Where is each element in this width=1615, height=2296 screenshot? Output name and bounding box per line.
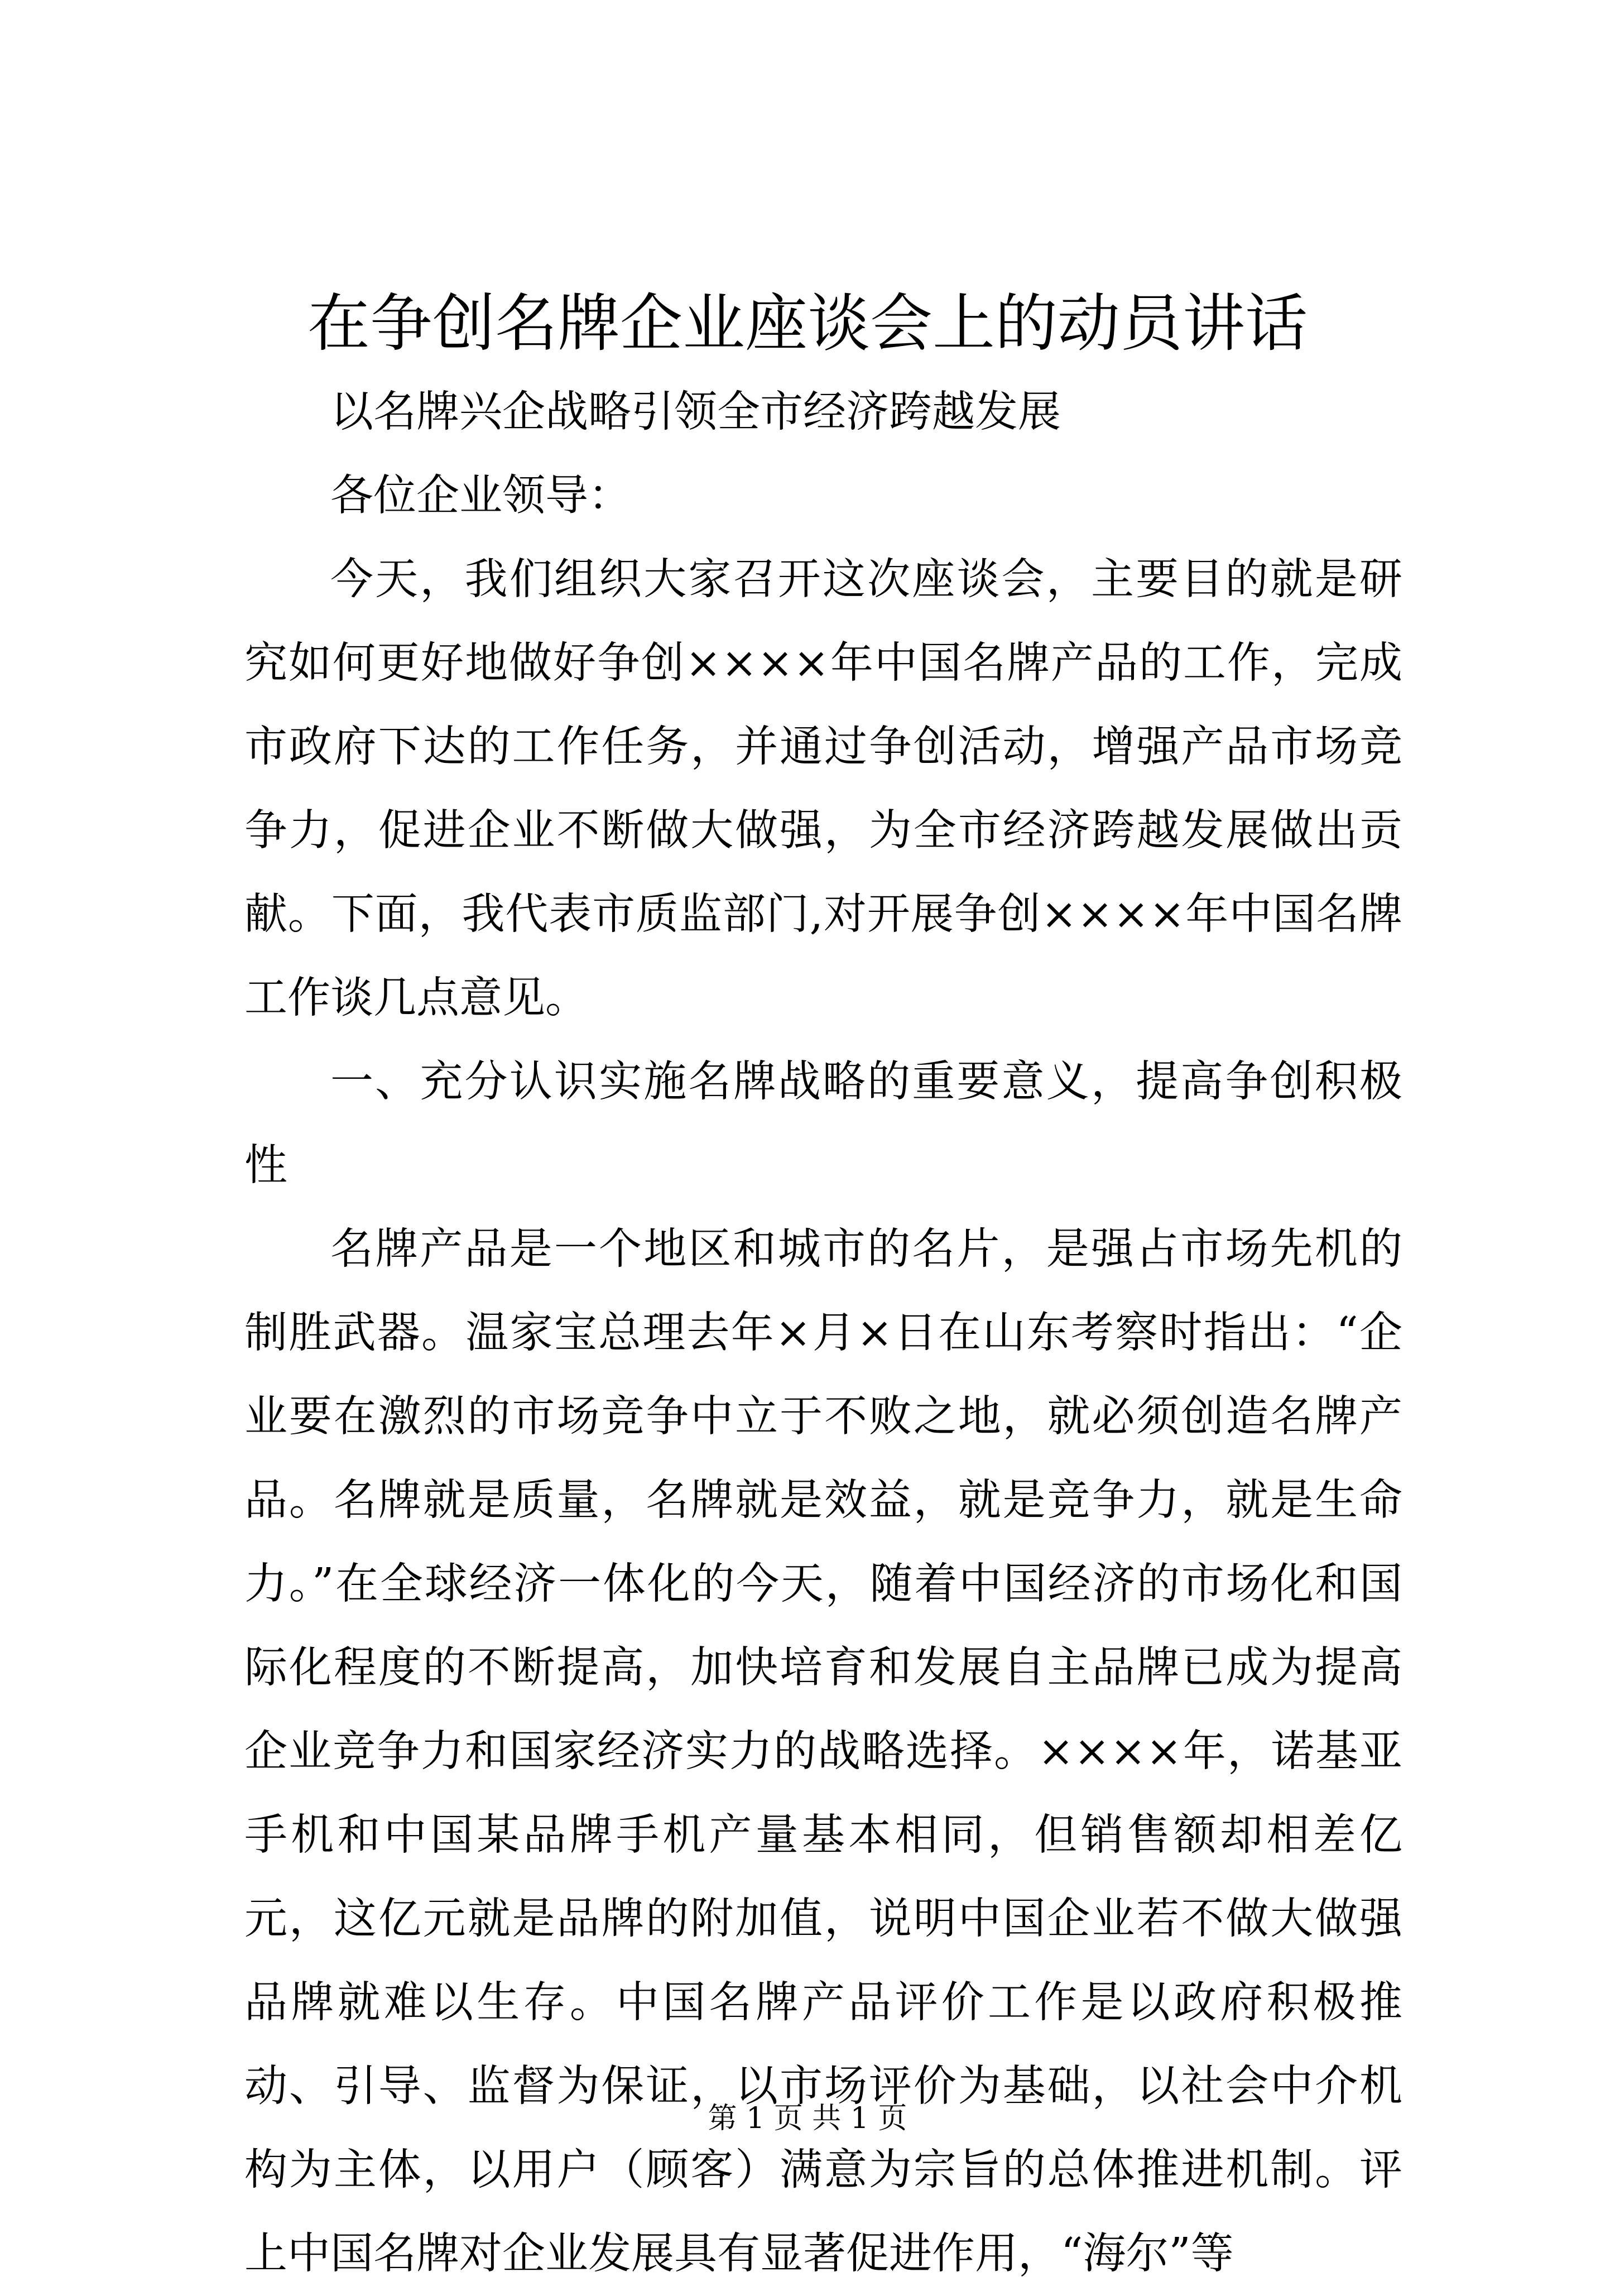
salutation-paragraph: 各位企业领导： [330, 471, 631, 521]
body-paragraph: 今天，我们组织大家召开这次座谈会，主要目的就是研究如何更好地做好争创××××年中国名牌产品的工作，完成市政府下达的工作任务，并通过争创活动，增强产品市场竞争力，促进企业不断做大做强，为全市经济跨越发展做出贡献。下面，我代表市质监部门,对开展争创××××年中国名牌工作谈几点意见。 [244, 555, 1402, 1023]
section-heading: 一、充分认识实施名牌战略的重要意义，提高争创积极性 [244, 1057, 1402, 1190]
page-footer: 第 1 页 共 1 页 [708, 2102, 907, 2135]
document-title: 在争创名牌企业座谈会上的动员讲话 [307, 287, 1308, 360]
subtitle-paragraph: 以名牌兴企战略引领全市经济跨越发展 [330, 387, 1061, 437]
body-paragraph: 名牌产品是一个地区和城市的名片，是强占市场先机的制胜武器。温家宝总理去年×月×日在山东考察时指出：“企业要在激烈的市场竞争中立于不败之地，就必须创造名牌产品。名牌就是质量，名牌就是效益，就是竞争力，就是生命力。”在全球经济一体化的今天，随着中国经济的市场化和国际化程度的不断提高，加快培育和发展自主品牌已成为提高企业竞争力和国家经济实力的战略选择。××××年，诺基亚手机和中国某品牌手机产量基本相同，但销售额却相差亿元，这亿元就是品牌的附加值，说明中国企业若不做大做强品牌就难以生存。中国名牌产品评价工作是以政府积极推动、引导、监督为保证，以市场评价为基础，以社会中介机构为主体，以用户（顾客）满意为宗旨的总体推进机制。评上中国名牌对企业发展具有显著促进作用，“海尔”等 [244, 1224, 1402, 2279]
document-body [244, 371, 1402, 2296]
